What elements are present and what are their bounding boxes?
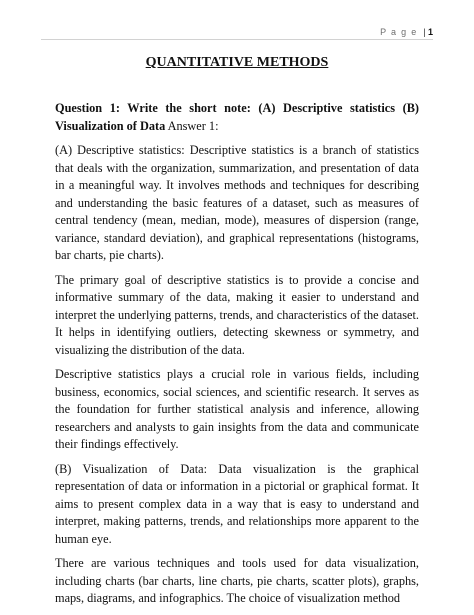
page-word: P a g e [380,27,418,37]
header-divider [41,39,433,40]
body-paragraph-primary-goal: The primary goal of descriptive statistics is to provide a concise and informative summary of the data, making it easier to understand and interpret the underlying patterns, trends, and characteristics of the dataset. It helps in identifying outliers, detecting skewness or symmetry, and visualizing the distribution of the data. [55,272,419,357]
body-paragraph-descriptive-statistics: (A) Descriptive statistics: Descriptive statistics is a branch of statistics that deals with the organization, summarization, and presentation of data in a meaningful way. It involves methods and techniques for describing and understanding the basic features of a dataset, such as measures of central tendency (mean, median, mode), measures of dispersion (range, variance, standard deviation), and graphical representations (histograms, bar charts, pie charts). [55,143,419,262]
page-number: 1 [427,27,433,37]
document-body [55,54,419,615]
body-paragraph-visualization-techniques: There are various techniques and tools used for data visualization, including charts (bar charts, line charts, pie charts, scatter plots), graphs, maps, diagrams, and infographics. The choice of visualization method [55,556,419,605]
question-text: Question 1: Write the short note: (A) Descriptive statistics (B) Visualization of Data [55,101,419,133]
question-paragraph [55,100,419,135]
body-paragraph-visualization-of-data: (B) Visualization of Data: Data visualization is the graphical representation of data or information in a pictorial or graphical format. It aims to present complex data in a way that is easy to understand and interpret, making patterns, trends, and relationships more apparent to the human eye. [55,461,419,546]
answer-label: Answer 1: [165,118,219,133]
page-separator: | [423,27,427,37]
page-number-label [380,27,433,37]
page-header [41,24,433,40]
document-title: QUANTITATIVE METHODS [145,55,329,70]
body-paragraph-crucial-role: Descriptive statistics plays a crucial role in various fields, including business, economics, social sciences, and scientific research. It serves as the foundation for further statistical analysis and inference, allowing researchers and analysts to gain insights from the data and communicate their findings effectively. [55,367,419,451]
